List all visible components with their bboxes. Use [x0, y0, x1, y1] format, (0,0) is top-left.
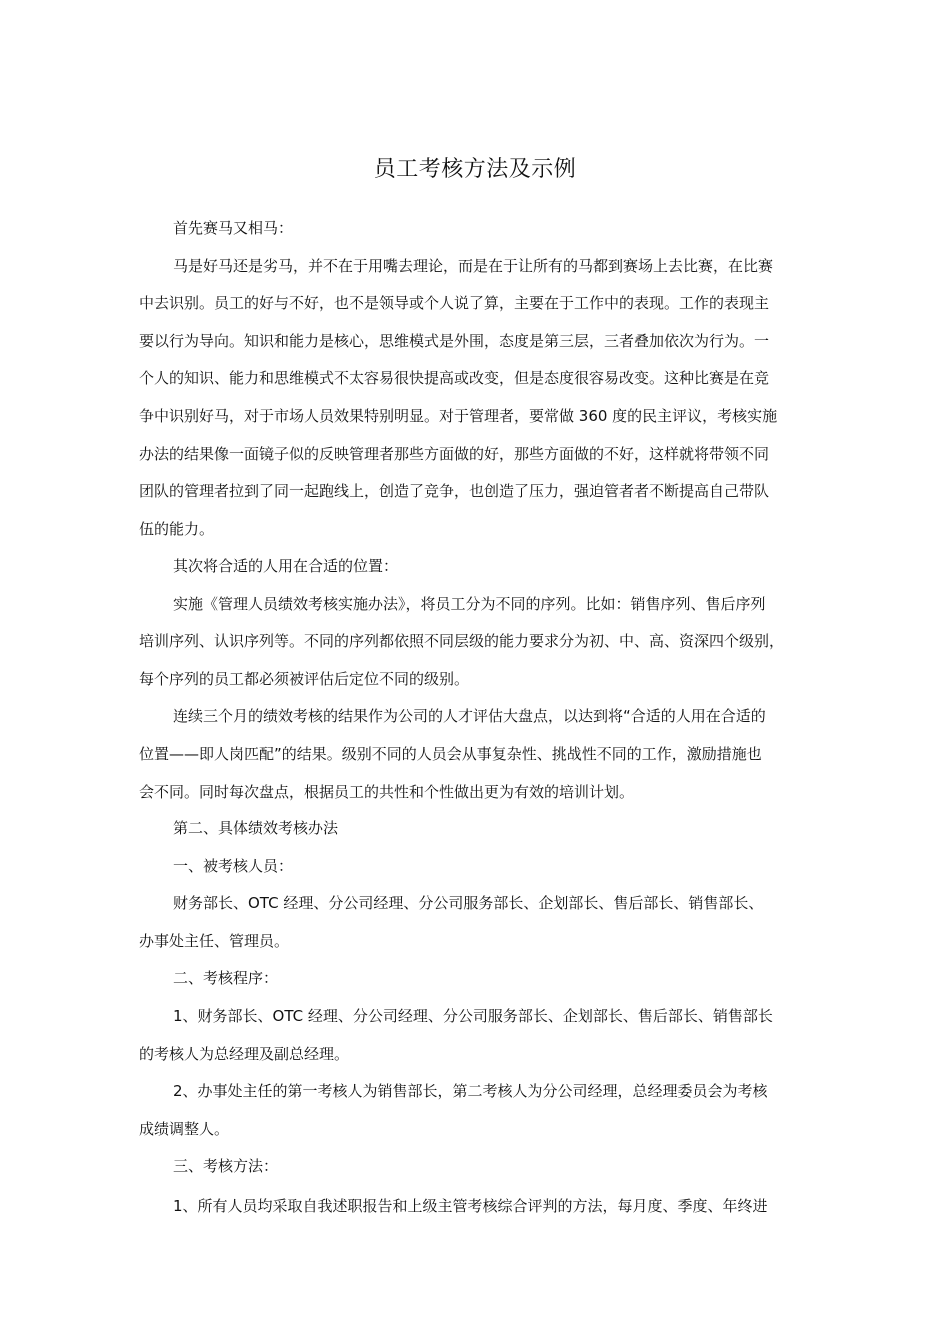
subsection-heading: 二、考核程序： — [173, 969, 279, 988]
paragraph-line: 连续三个月的绩效考核的结果作为公司的人才评估大盘点，以达到将“合适的人用在合适的 — [173, 707, 766, 726]
paragraph-line: 办法的结果像一面镜子似的反映管理者那些方面做的好，那些方面做的不好，这样就将带领不同 — [139, 444, 770, 463]
paragraph-line: 1、财务部长、OTC 经理、分公司经理、分公司服务部长、企划部长、售后部长、销售部长 — [173, 1006, 773, 1025]
paragraph-line: 2、办事处主任的第一考核人为销售部长，第二考核人为分公司经理，总经理委员会为考核 — [173, 1082, 768, 1101]
paragraph-line: 培训序列、认识序列等。不同的序列都依照不同层级的能力要求分为初、中、高、资深四个级别， — [139, 632, 785, 651]
paragraph-line: 1、所有人员均采取自我述职报告和上级主管考核综合评判的方法，每月度、季度、年终进 — [173, 1197, 768, 1215]
paragraph-line: 财务部长、OTC 经理、分公司经理、分公司服务部长、企划部长、售后部长、销售部长、 — [173, 894, 764, 913]
paragraph-line: 位置——即人岗匹配”的结果。级别不同的人员会从事复杂性、挑战性不同的工作，激励措施也 — [139, 744, 762, 763]
paragraph-line: 每个序列的员工都必须被评估后定位不同的级别。 — [139, 669, 470, 688]
paragraph-line: 成绩调整人。 — [139, 1119, 230, 1138]
paragraph-line: 团队的管理者拉到了同一起跑线上，创造了竞争，也创造了压力，强迫管者者不断提高自己带队 — [139, 482, 770, 501]
paragraph-line: 的考核人为总经理及副总经理。 — [139, 1044, 350, 1063]
paragraph-line: 中去识别。员工的好与不好，也不是领导或个人说了算，主要在于工作中的表现。工作的表现主 — [139, 294, 770, 313]
section-1 — [139, 210, 829, 548]
section-heading: 其次将合适的人用在合适的位置： — [173, 557, 399, 575]
document-title: 员工考核方法及示例 — [373, 157, 577, 182]
paragraph-line: 办事处主任、管理员。 — [139, 931, 290, 950]
paragraph-line: 实施《管理人员绩效考核实施办法》，将员工分为不同的序列。比如：销售序列、售后序列 — [173, 594, 766, 613]
part-2 — [139, 810, 829, 1186]
part-heading: 第二、具体绩效考核办法 — [173, 819, 339, 837]
paragraph-line: 会不同。同时每次盘点，根据员工的共性和个性做出更为有效的培训计划。 — [139, 782, 635, 801]
paragraph-line: 伍的能力。 — [139, 519, 215, 538]
paragraph-line: 争中识别好马，对于市场人员效果特别明显。对于管理者，要常做 360 度的民主评议，考核实施 — [139, 406, 778, 425]
part-2-continued — [139, 1188, 829, 1226]
section-2 — [139, 548, 829, 811]
section-heading: 首先赛马又相马： — [173, 219, 294, 237]
paragraph-line: 个人的知识、能力和思维模式不太容易很快提高或改变，但是态度很容易改变。这种比赛是在竞 — [139, 369, 770, 388]
subsection-heading: 三、考核方法： — [173, 1157, 279, 1176]
paragraph-line: 马是好马还是劣马，并不在于用嘴去理论，而是在于让所有的马都到赛场上去比赛，在比赛 — [173, 256, 774, 275]
subsection-heading: 一、被考核人员： — [173, 856, 294, 875]
paragraph-line: 要以行为导向。知识和能力是核心，思维模式是外围，态度是第三层，三者叠加依次为行为。一 — [139, 331, 770, 350]
